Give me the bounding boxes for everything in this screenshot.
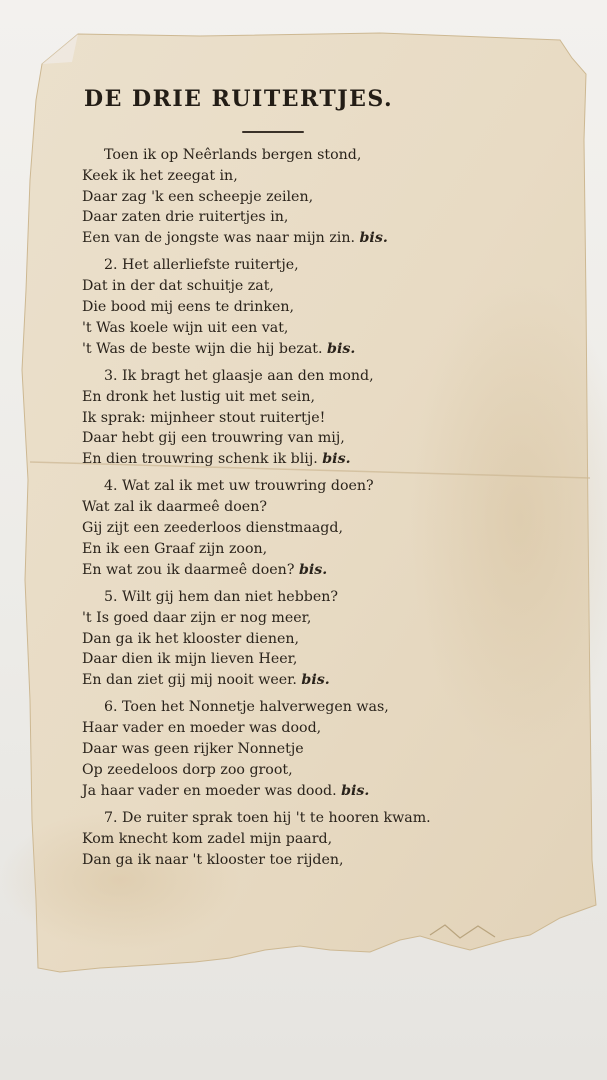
refrain-mark: bis. xyxy=(322,451,351,468)
song-title: DE DRIE RUITERTJES. xyxy=(84,86,394,112)
poem-line: Gij zijt een zeederloos dienstmaagd, xyxy=(82,520,343,537)
poem-line: En wat zou ik daarmeê doen? xyxy=(82,561,295,578)
refrain-mark: bis. xyxy=(301,672,330,689)
refrain-mark: bis. xyxy=(341,782,370,799)
stanza-5 xyxy=(82,587,502,691)
refrain-mark: bis. xyxy=(327,340,356,357)
poem-line: Daar was geen rijker Nonnetje xyxy=(82,741,304,758)
poem-line: 2. Het allerliefste ruitertje, xyxy=(104,257,299,274)
poem-line: Daar zaten drie ruitertjes in, xyxy=(82,209,289,226)
poem-line: En ik een Graaf zijn zoon, xyxy=(82,540,268,557)
poem-line: Een van de jongste was naar mijn zin. xyxy=(82,230,355,247)
poem-line: Keek ik het zeegat in, xyxy=(82,167,238,184)
poem-line-with-refrain xyxy=(82,781,502,802)
stanza-1 xyxy=(82,145,502,249)
poem-line: 3. Ik bragt het glaasje aan den mond, xyxy=(104,367,374,384)
poem-line: Toen ik op Neêrlands bergen stond, xyxy=(104,147,362,163)
poem-line: Wat zal ik daarmeê doen? xyxy=(82,499,267,516)
stanza-4 xyxy=(82,476,502,580)
poem-line-with-refrain xyxy=(82,449,502,470)
poem-line: En dien trouwring schenk ik blij. xyxy=(82,451,318,468)
poem-line-with-refrain xyxy=(82,228,502,249)
refrain-mark: bis. xyxy=(298,561,328,578)
title-rule xyxy=(242,131,304,133)
poem-line: 't Was koele wijn uit een vat, xyxy=(82,319,289,336)
poem-line: 5. Wilt gij hem dan niet hebben? xyxy=(104,588,338,605)
poem-line: Dan ga ik naar 't klooster toe rijden, xyxy=(82,851,344,868)
refrain-mark: bis. xyxy=(359,230,388,247)
poem-line: En dronk het lustig uit met sein, xyxy=(82,388,315,405)
poem-line: Op zeedeloos dorp zoo groot, xyxy=(82,761,293,778)
poem-line-with-refrain xyxy=(82,670,502,691)
poem-line-with-refrain xyxy=(82,339,502,360)
stanza-2 xyxy=(82,255,502,359)
poem-line: Daar zag 'k een scheepje zeilen, xyxy=(82,188,314,205)
poem-line: Dan ga ik het klooster dienen, xyxy=(82,630,300,647)
poem-line: 4. Wat zal ik met uw trouwring doen? xyxy=(104,478,374,495)
poem-line: Dat in der dat schuitje zat, xyxy=(82,278,274,295)
stanza-6 xyxy=(82,697,502,801)
poem-line: Daar dien ik mijn lieven Heer, xyxy=(82,651,298,668)
poem-body xyxy=(82,145,502,877)
stanza-7 xyxy=(82,808,502,870)
poem-line: 7. De ruiter sprak toen hij 't te hooren kwam. xyxy=(104,809,431,826)
poem-line: En dan ziet gij mij nooit weer. xyxy=(82,672,297,689)
poem-line: 't Is goed daar zijn er nog meer, xyxy=(82,609,312,626)
poem-line: Haar vader en moeder was dood, xyxy=(82,720,322,737)
poem-line: Ik sprak: mijnheer stout ruitertje! xyxy=(82,409,326,426)
poem-line-with-refrain xyxy=(82,560,502,581)
stanza-3 xyxy=(82,366,502,470)
poem-line: Daar hebt gij een trouwring van mij, xyxy=(82,430,345,447)
poem-line: Die bood mij eens te drinken, xyxy=(82,299,294,316)
poem-line: Ja haar vader en moeder was dood. xyxy=(82,782,337,799)
poem-line: 6. Toen het Nonnetje halverwegen was, xyxy=(104,699,389,716)
poem-line: Kom knecht kom zadel mijn paard, xyxy=(82,830,333,847)
poem-line: 't Was de beste wijn die hij bezat. xyxy=(82,340,323,357)
